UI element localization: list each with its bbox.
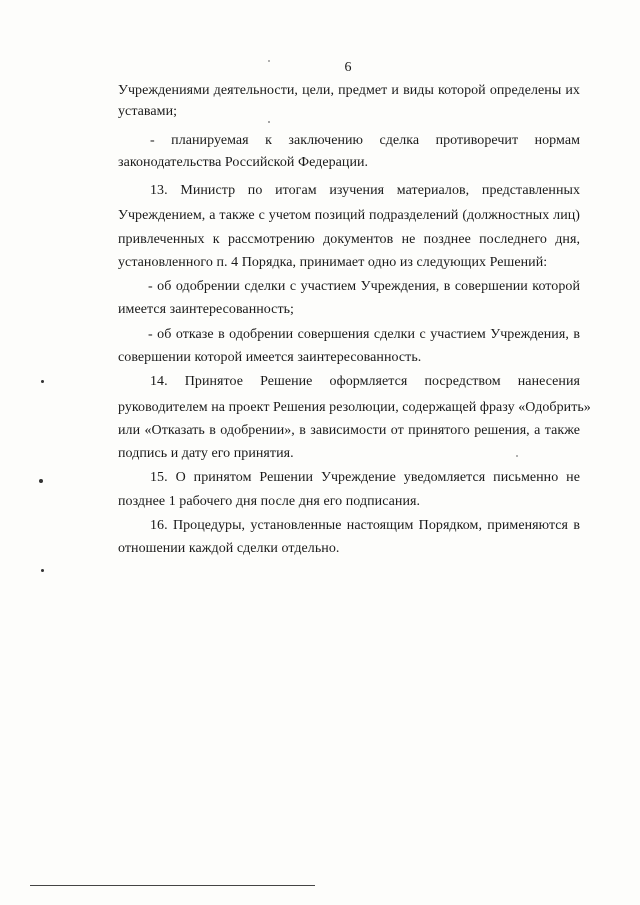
scan-speck [41, 380, 44, 383]
text-line: уставами; [118, 104, 178, 119]
bottom-rule [30, 885, 315, 886]
text-line: 14. Принятое Решение оформляется посредством нанесения [150, 374, 580, 389]
scan-speck [516, 455, 518, 457]
text-line: 16. Процедуры, установленные настоящим Порядком, применяются в [150, 518, 580, 533]
text-line: - об одобрении сделки с участием Учреждения, в совершении которой [148, 279, 580, 294]
text-line: - планируемая к заключению сделка противоречит нормам [150, 133, 580, 148]
text-line: отношении каждой сделки отдельно. [118, 541, 340, 556]
text-line: Учреждениями деятельности, цели, предмет и виды которой определены их [118, 83, 580, 98]
text-line: позднее 1 рабочего дня после дня его подписания. [118, 494, 421, 509]
text-line: руководителем на проект Решения резолюции, содержащей фразу «Одобрить» [118, 400, 591, 415]
scan-speck [268, 60, 270, 62]
text-line: законодательства Российской Федерации. [118, 155, 369, 170]
text-line: имеется заинтересованность; [118, 302, 294, 317]
text-line: совершении которой имеется заинтересованность. [118, 350, 422, 365]
text-line: или «Отказать в одобрении», в зависимости от принятого решения, а также [118, 423, 580, 438]
text-line: 13. Министр по итогам изучения материалов, представленных [150, 183, 580, 198]
scan-speck [268, 121, 270, 123]
text-line: привлеченных к рассмотрению документов не позднее последнего дня, [118, 232, 580, 247]
text-line: - об отказе в одобрении совершения сделки с участием Учреждения, в [148, 327, 580, 342]
text-line: 15. О принятом Решении Учреждение уведомляется письменно не [150, 470, 580, 485]
text-line: Учреждением, а также с учетом позиций подразделений (должностных лиц) [118, 208, 580, 223]
scan-speck [39, 479, 43, 483]
text-line: подпись и дату его принятия. [118, 446, 294, 461]
text-line: установленного п. 4 Порядка, принимает одно из следующих Решений: [118, 255, 548, 270]
page-number: 6 [344, 60, 352, 75]
scan-speck [41, 569, 44, 572]
